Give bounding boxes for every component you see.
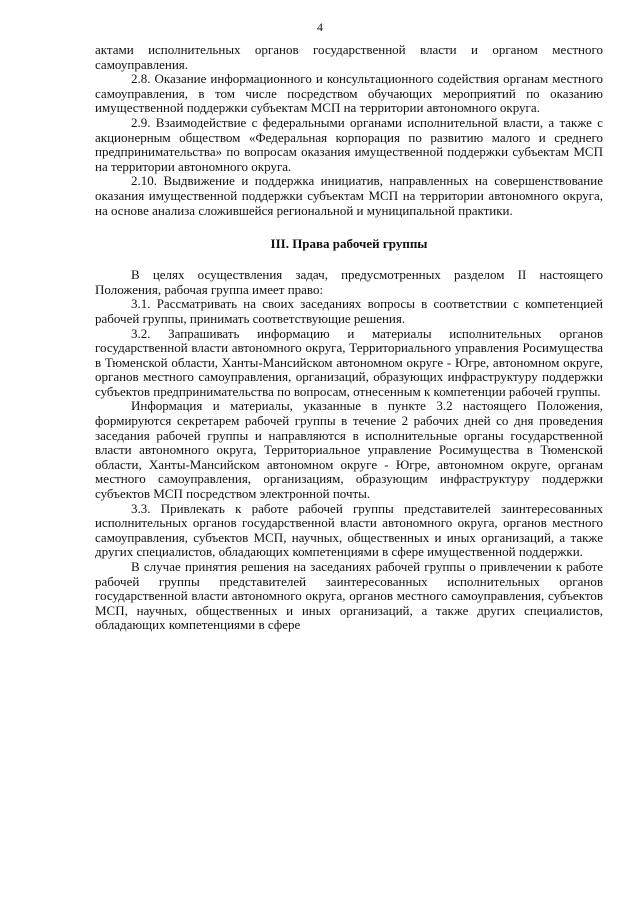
paragraph-section-intro: В целях осуществления задач, предусмотренных разделом II настоящего Положения, рабочая группа имеет право: [95,267,603,297]
paragraph-3-3: 3.3. Привлекать к работе рабочей группы представителей заинтересованных исполнительных органов государственной власти автономного округа, органов местного самоуправления, субъектов МСП, научных, общественных и иных организаций, а также других специалистов, обладающих компетенциями в сфере имущественной поддержки. [95,500,603,560]
paragraph-2-10: 2.10. Выдвижение и поддержка инициатив, направленных на совершенствование оказания имущественной поддержки субъектам МСП на территории автономного округа, на основе анализа сложившейся региональной и муниципальной практики. [95,173,603,218]
paragraph-2-9: 2.9. Взаимодействие с федеральными органами исполнительной власти, а также с акционерным обществом «Федеральная корпорация по развитию малого и среднего предпринимательства» по вопросам оказания имущественной поддержки субъектам МСП на территории автономного округа. [95,114,603,174]
paragraph-2-8: 2.8. Оказание информационного и консультационного содействия органам местного самоуправления, в том числе посредством обучающих мероприятий по оказанию имущественной поддержки субъектам МСП на территории автономного округа. [95,71,603,116]
paragraph-info-materials: Информация и материалы, указанные в пункте 3.2 настоящего Положения, формируются секретарем рабочей группы в течение 2 рабочих дней со дня проведения заседания рабочей группы и направляются в исполнительные органы государственной власти автономного округа, Территориальное управление Росимущества в Тюменской области, Ханты-Мансийском автономном округе - Югре, автономном округе, органам местного самоуправления, организациям, образующим инфраструктуру поддержки субъектов МСП посредством электронной почты. [95,398,603,502]
paragraph-decision: В случае принятия решения на заседаниях рабочей группы о привлечении к работе рабочей группы представителей заинтересованных исполнительных органов государственной власти автономного округа, органов местного самоуправления, субъектов МСП, научных, общественных и иных организаций, а также других специалистов, обладающих компетенциями в сфере [95,559,603,633]
paragraph-3-1: 3.1. Рассматривать на своих заседаниях вопросы в соответствии с компетенцией рабочей группы, принимать соответствующие решения. [95,296,603,326]
section-heading: III. Права рабочей группы [270,236,428,252]
paragraph-continuation: актами исполнительных органов государственной власти и органом местного самоуправления. [95,42,603,72]
paragraph-3-2: 3.2. Запрашивать информацию и материалы исполнительных органов государственной власти автономного округа, Территориального управления Росимущества в Тюменской области, Ханты-Мансийском автономном округе - Югре, автономном округе, органов местного самоуправления, организаций, образующих инфраструктуру поддержки субъектов предпринимательства по вопросам, отнесенным к компетенции рабочей группы. [95,325,603,399]
page-number: 4 [317,20,323,34]
document-body [95,43,603,633]
